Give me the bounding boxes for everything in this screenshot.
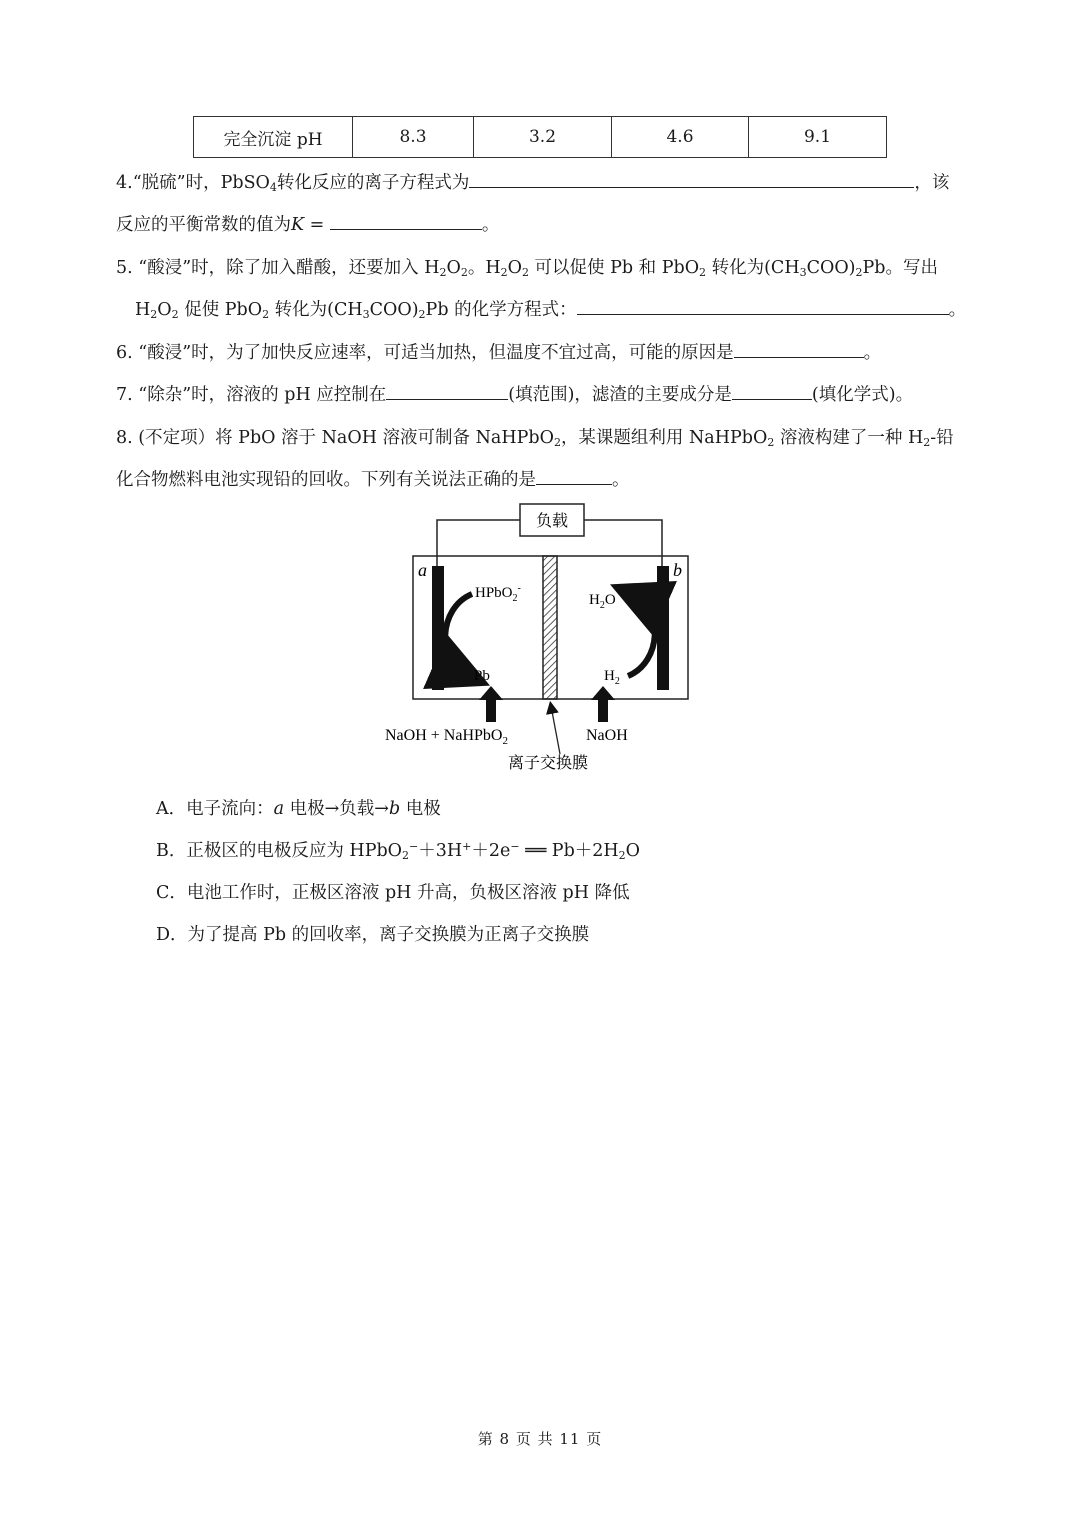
answer-blank[interactable] — [536, 470, 612, 485]
electrode-b-label: b — [673, 560, 682, 580]
reduction-arrow-icon — [445, 594, 472, 676]
question-4-line-2: 反应的平衡常数的值为K = 。 — [116, 215, 500, 235]
feed-left-arrow-icon — [479, 686, 503, 722]
page-footer: 第 8 页 共 11 页 — [477, 1430, 603, 1448]
electrode-b — [657, 566, 669, 690]
option-a[interactable]: A．电子流向：a 电极→负载→b 电极 — [156, 799, 441, 819]
ion-exchange-membrane — [543, 556, 557, 699]
oxidation-arrow-icon — [628, 594, 655, 676]
table-cell: 8.3 — [353, 117, 474, 158]
answer-blank[interactable] — [577, 300, 949, 315]
membrane-pointer — [551, 706, 560, 754]
table-row — [194, 117, 887, 158]
option-d[interactable]: D．为了提高 Pb 的回收率，离子交换膜为正离子交换膜 — [156, 925, 590, 945]
answer-blank[interactable] — [732, 385, 812, 400]
table-cell: 3.2 — [474, 117, 612, 158]
table-cell: 4.6 — [612, 117, 749, 158]
question-5-line-1: 5. “酸浸”时，除了加入醋酸，还要加入 $H_2O_2$。$H_2O_2$ 可以促使 Pb 和 PbO$_2$ 转化为$(CH_3COO)_2Pb$。写出 — [116, 258, 938, 279]
electrode-a — [432, 566, 444, 690]
h2o-label: $H_2O$ — [589, 592, 616, 611]
answer-blank[interactable] — [734, 343, 864, 358]
fuel-cell-diagram — [370, 500, 710, 785]
question-5-line-2: $H_2O_2$ 促使 PbO$_2$ 转化为$(CH_3COO)_2Pb$ 的化学方程式： 。 — [135, 300, 967, 321]
option-c[interactable]: C．电池工作时，正极区溶液 pH 升高，负极区溶液 pH 降低 — [156, 883, 630, 903]
hpbo2-label: HPbO$_2$- — [475, 583, 521, 604]
ph-table — [193, 116, 887, 158]
membrane-label: 离子交换膜 — [508, 755, 589, 772]
question-7: 7. “除杂”时，溶液的 pH 应控制在 (填范围)，滤渣的主要成分是 (填化学式)。 — [116, 385, 914, 405]
electrode-a-label: a — [418, 560, 427, 580]
load-label: 负载 — [535, 513, 569, 530]
option-b[interactable]: B．正极区的电极反应为 HPbO$_2$−＋3H+＋2e− ══ $Pb+2H_2O$ — [156, 840, 641, 862]
pb-label: Pb — [474, 668, 490, 684]
question-4-line-1: 4.“脱硫”时，PbSO$_4$转化反应的离子方程式为 ，该 — [116, 173, 950, 194]
question-8-line-2: 化合物燃料电池实现铅的回收。下列有关说法正确的是 。 — [116, 470, 630, 490]
table-cell: 9.1 — [749, 117, 887, 158]
feed-left-label: NaOH + NaHPbO$_2$ — [385, 727, 508, 747]
question-6: 6. “酸浸”时，为了加快反应速率，可适当加热，但温度不宜过高，可能的原因是 。 — [116, 343, 882, 363]
feed-right-arrow-icon — [591, 686, 615, 722]
answer-blank[interactable] — [469, 173, 914, 188]
wire-left — [437, 520, 520, 570]
h2-label: $H_2$ — [604, 668, 620, 687]
table-row-label: 完全沉淀 pH — [194, 117, 353, 158]
answer-blank[interactable] — [330, 215, 482, 230]
feed-right-label: NaOH — [586, 727, 628, 744]
wire-right — [584, 520, 662, 570]
answer-blank[interactable] — [386, 385, 508, 400]
question-8-line-1: 8. (不定项）将 PbO 溶于 NaOH 溶液可制备 NaHPbO$_2$，某课题组利用 NaHPbO$_2$ 溶液构建了一种 $H_2-$铅 — [116, 428, 954, 449]
